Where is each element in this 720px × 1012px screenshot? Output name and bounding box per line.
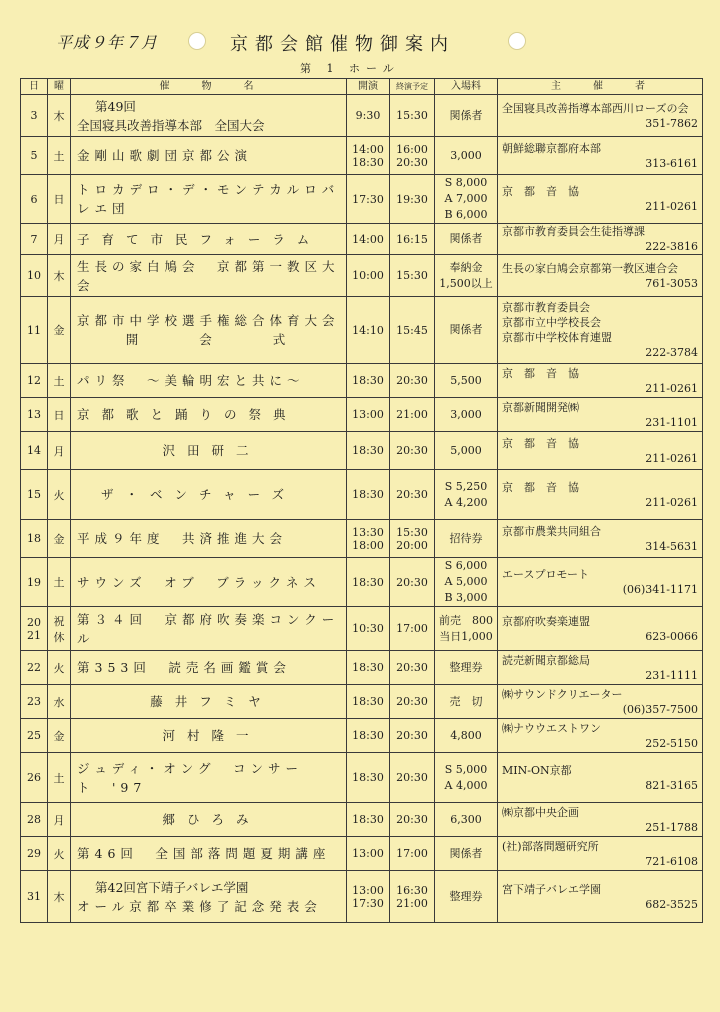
end-time-cell bbox=[390, 520, 435, 558]
fee-value: 奉納金 bbox=[449, 260, 483, 274]
organizer-cell bbox=[498, 255, 703, 297]
organizer-phone: 251-1788 bbox=[645, 820, 698, 834]
fee-cell bbox=[435, 432, 498, 470]
organizer-cell bbox=[498, 224, 703, 255]
organizer-name: 京都府吹奏楽連盟 bbox=[502, 614, 590, 628]
end-time-cell: 20:30 bbox=[390, 651, 435, 685]
organizer-name: 朝鮮総聯京都府本部 bbox=[502, 141, 601, 155]
event-cell bbox=[71, 224, 347, 255]
hall-label: 第 1 ホール bbox=[300, 62, 400, 75]
organizer-phone: 222-3784 bbox=[645, 346, 698, 359]
fee-cell bbox=[435, 398, 498, 432]
organizer-name: MIN-ON京都 bbox=[502, 763, 572, 777]
weekday-cell: 木 bbox=[48, 95, 71, 137]
organizer-name: エースプロモート bbox=[502, 568, 590, 581]
event-cell bbox=[71, 297, 347, 364]
organizer-phone: 721-6108 bbox=[645, 854, 698, 868]
event-title: オール京都卒業修了記念発表会 bbox=[77, 898, 322, 914]
weekday-cell: 火 bbox=[48, 651, 71, 685]
fee-cell bbox=[435, 470, 498, 520]
open-time-cell: 18:30 bbox=[347, 803, 390, 837]
event-cell bbox=[71, 95, 347, 137]
event-title: 京都市中学校選手権総合体育大会 bbox=[77, 313, 340, 328]
organizer-name: 京 都 音 協 bbox=[502, 480, 579, 494]
event-title: パリ祭 ～美輪明宏と共に～ bbox=[77, 373, 305, 388]
day-cell: 25 bbox=[21, 719, 48, 753]
day-cell: 10 bbox=[21, 255, 48, 297]
binder-hole-left bbox=[188, 32, 206, 50]
open-time-cell: 13:00 bbox=[347, 398, 390, 432]
end-time-cell: 15:30 bbox=[390, 95, 435, 137]
organizer-phone: 761-3053 bbox=[645, 276, 698, 290]
event-cell bbox=[71, 719, 347, 753]
fee-value: 前売 800 bbox=[439, 613, 493, 627]
end-time-cell: 20:30 bbox=[390, 685, 435, 719]
table-row bbox=[21, 364, 703, 398]
weekday-cell: 土 bbox=[48, 558, 71, 607]
event-title: 第42回宮下靖子バレエ学園 bbox=[95, 879, 249, 895]
event-title: 生長の家白鳩会 京都第一教区大会 bbox=[77, 258, 340, 293]
organizer-name: 京 都 音 協 bbox=[502, 185, 579, 198]
day-cell: 5 bbox=[21, 137, 48, 175]
col-weekday: 曜 bbox=[48, 79, 71, 95]
weekday-cell: 木 bbox=[48, 255, 71, 297]
organizer-cell bbox=[498, 607, 703, 651]
event-cell bbox=[71, 470, 347, 520]
day-cell: 3 bbox=[21, 95, 48, 137]
event-cell bbox=[71, 137, 347, 175]
organizer-cell bbox=[498, 719, 703, 753]
organizer-name: 京 都 音 協 bbox=[502, 366, 579, 380]
open-time-cell: 18:30 bbox=[347, 753, 390, 803]
fee-value: 招待券 bbox=[449, 531, 483, 545]
weekday-cell bbox=[48, 607, 71, 651]
organizer-cell bbox=[498, 685, 703, 719]
fee-cell bbox=[435, 837, 498, 871]
end-time-cell: 17:00 bbox=[390, 837, 435, 871]
fee-cell bbox=[435, 871, 498, 923]
fee-value: 6,300 bbox=[450, 812, 482, 826]
end-time-cell bbox=[390, 137, 435, 175]
end-time-cell: 16:15 bbox=[390, 224, 435, 255]
open-time-cell bbox=[347, 137, 390, 175]
organizer-cell bbox=[498, 364, 703, 398]
table-row bbox=[21, 398, 703, 432]
weekday-value: 祝 bbox=[53, 614, 65, 628]
event-cell bbox=[71, 803, 347, 837]
time-pair bbox=[347, 884, 389, 910]
open-time-cell: 9:30 bbox=[347, 95, 390, 137]
table-row bbox=[21, 175, 703, 224]
open-time-cell: 10:00 bbox=[347, 255, 390, 297]
weekday-cell: 火 bbox=[48, 470, 71, 520]
table-row bbox=[21, 719, 703, 753]
organizer-cell bbox=[498, 837, 703, 871]
event-title: 京都歌と踊りの祭典 bbox=[77, 407, 298, 422]
organizer-phone: 623-0066 bbox=[645, 629, 698, 643]
day-cell: 7 bbox=[21, 224, 48, 255]
organizer-cell bbox=[498, 95, 703, 137]
fee-value: A 5,000 bbox=[444, 575, 488, 588]
organizer-name: 京 都 音 協 bbox=[502, 436, 579, 450]
fee-value: S 8,000 bbox=[444, 176, 488, 189]
organizer-cell bbox=[498, 520, 703, 558]
event-cell bbox=[71, 520, 347, 558]
weekday-cell: 土 bbox=[48, 137, 71, 175]
organizer-phone: 351-7862 bbox=[645, 116, 698, 130]
organizer-phone: 231-1111 bbox=[645, 668, 698, 682]
weekday-cell: 月 bbox=[48, 224, 71, 255]
time-pair bbox=[390, 884, 434, 910]
fee-value: 整理券 bbox=[449, 889, 483, 903]
day-cell: 26 bbox=[21, 753, 48, 803]
organizer-cell bbox=[498, 558, 703, 607]
time-pair bbox=[347, 526, 389, 552]
end-time-cell: 20:30 bbox=[390, 719, 435, 753]
time-value: 17:30 bbox=[352, 896, 384, 910]
event-cell bbox=[71, 753, 347, 803]
organizer-cell bbox=[498, 803, 703, 837]
event-cell bbox=[71, 175, 347, 224]
organizer-name: ㈱ナウウエストワン bbox=[502, 721, 601, 735]
event-title: サウンズ オブ ブラックネス bbox=[77, 574, 321, 590]
col-day: 日 bbox=[21, 79, 48, 95]
organizer-name: 全国寝具改善指導本部西川ローズの会 bbox=[502, 101, 689, 115]
organizer-cell bbox=[498, 297, 703, 364]
table-row bbox=[21, 871, 703, 923]
organizer-name: 京都市農業共同組合 bbox=[502, 524, 601, 538]
day-cell: 19 bbox=[21, 558, 48, 607]
event-title: ザ・ベンチャーズ bbox=[101, 487, 297, 502]
organizer-name: 宮下靖子バレエ学園 bbox=[502, 882, 601, 896]
fee-value: 当日1,000 bbox=[439, 629, 493, 643]
open-time-cell: 14:00 bbox=[347, 224, 390, 255]
end-time-cell: 20:30 bbox=[390, 470, 435, 520]
fee-value: A 7,000 bbox=[444, 192, 488, 205]
event-title: 郷ひろみ bbox=[162, 812, 261, 827]
organizer-phone: 314-5631 bbox=[645, 539, 698, 553]
organizer-phone: 211-0261 bbox=[645, 495, 698, 509]
open-time-cell: 18:30 bbox=[347, 651, 390, 685]
page-title: 京都会館催物御案内 bbox=[230, 34, 455, 55]
event-cell bbox=[71, 837, 347, 871]
organizer-phone: 211-0261 bbox=[645, 200, 698, 213]
time-pair bbox=[390, 143, 434, 169]
organizer-cell bbox=[498, 470, 703, 520]
weekday-cell: 金 bbox=[48, 297, 71, 364]
fee-cell bbox=[435, 255, 498, 297]
day-cell: 15 bbox=[21, 470, 48, 520]
end-time-cell: 20:30 bbox=[390, 364, 435, 398]
weekday-cell: 火 bbox=[48, 837, 71, 871]
organizer-phone: 821-3165 bbox=[645, 778, 698, 792]
weekday-cell: 木 bbox=[48, 871, 71, 923]
fee-value: 3,000 bbox=[450, 407, 482, 421]
col-organizer: 主 催 者 bbox=[498, 79, 703, 95]
organizer-cell bbox=[498, 651, 703, 685]
fee-value: A 4,200 bbox=[444, 495, 488, 509]
event-title: 第46回 全国部落問題夏期講座 bbox=[77, 846, 331, 861]
open-time-cell: 18:30 bbox=[347, 558, 390, 607]
event-title: 河村隆一 bbox=[162, 728, 261, 743]
organizer-phone: 252-5150 bbox=[645, 736, 698, 750]
table-row bbox=[21, 651, 703, 685]
organizer-name: ㈱京都中央企画 bbox=[502, 805, 579, 819]
fee-value: 5,500 bbox=[450, 373, 482, 387]
end-time-cell bbox=[390, 871, 435, 923]
weekday-cell: 月 bbox=[48, 803, 71, 837]
open-time-cell: 18:30 bbox=[347, 470, 390, 520]
organizer-phone: 222-3816 bbox=[645, 240, 698, 253]
open-time-cell bbox=[347, 871, 390, 923]
organizer-name: ㈱サウンドクリエーター bbox=[502, 687, 623, 701]
weekday-cell: 日 bbox=[48, 398, 71, 432]
event-cell bbox=[71, 398, 347, 432]
time-value: 20:30 bbox=[396, 155, 428, 169]
fee-cell bbox=[435, 224, 498, 255]
time-value: 18:30 bbox=[352, 155, 384, 169]
organizer-name: 京都新聞開発㈱ bbox=[502, 400, 579, 414]
organizer-phone: 682-3525 bbox=[645, 897, 698, 911]
end-time-cell: 17:00 bbox=[390, 607, 435, 651]
weekday-value: 休 bbox=[53, 630, 65, 644]
organizer-cell bbox=[498, 398, 703, 432]
open-time-cell: 14:10 bbox=[347, 297, 390, 364]
event-cell bbox=[71, 364, 347, 398]
fee-value: 関係者 bbox=[449, 323, 483, 336]
fee-cell bbox=[435, 803, 498, 837]
fee-value: S 5,250 bbox=[444, 479, 488, 493]
organizer-phone: 211-0261 bbox=[645, 451, 698, 465]
col-event: 催 物 名 bbox=[71, 79, 347, 95]
fee-value: 3,000 bbox=[450, 148, 482, 162]
table-row bbox=[21, 558, 703, 607]
fee-value: S 6,000 bbox=[444, 559, 488, 572]
fee-cell bbox=[435, 95, 498, 137]
event-cell bbox=[71, 685, 347, 719]
table-row bbox=[21, 685, 703, 719]
fee-cell bbox=[435, 685, 498, 719]
event-title: 金剛山歌劇団京都公演 bbox=[77, 148, 253, 163]
time-value: 14:00 bbox=[352, 142, 384, 156]
table-row bbox=[21, 470, 703, 520]
open-time-cell: 18:30 bbox=[347, 719, 390, 753]
organizer-cell bbox=[498, 432, 703, 470]
event-title: 第353回 読売名画鑑賞会 bbox=[77, 660, 291, 675]
organizer-name: 京都市中学校体育連盟 bbox=[502, 331, 612, 344]
time-value: 20:00 bbox=[396, 538, 428, 552]
weekday-cell: 土 bbox=[48, 753, 71, 803]
table-row bbox=[21, 95, 703, 137]
weekday-cell: 日 bbox=[48, 175, 71, 224]
weekday-cell: 水 bbox=[48, 685, 71, 719]
day-cell: 29 bbox=[21, 837, 48, 871]
table-row bbox=[21, 224, 703, 255]
fee-value: 整理券 bbox=[449, 660, 483, 674]
event-title: 平成９年度 共済推進大会 bbox=[77, 531, 288, 546]
fee-value: B 6,000 bbox=[444, 208, 488, 221]
time-value: 15:30 bbox=[396, 525, 428, 539]
weekday-cell: 月 bbox=[48, 432, 71, 470]
fee-cell bbox=[435, 558, 498, 607]
organizer-cell bbox=[498, 137, 703, 175]
event-title: トロカデロ・デ・モンテカルロバレエ団 bbox=[77, 182, 340, 216]
table-row bbox=[21, 137, 703, 175]
organizer-name: 京都市教育委員会 bbox=[502, 301, 590, 314]
fee-cell bbox=[435, 175, 498, 224]
time-value: 16:00 bbox=[396, 142, 428, 156]
time-value: 13:30 bbox=[352, 525, 384, 539]
end-time-cell: 21:00 bbox=[390, 398, 435, 432]
table-header-row bbox=[21, 79, 703, 95]
organizer-cell bbox=[498, 871, 703, 923]
fee-cell bbox=[435, 137, 498, 175]
organizer-name: 読売新聞京都総局 bbox=[502, 653, 590, 667]
col-open: 開演 bbox=[347, 79, 390, 95]
fee-value: 売 切 bbox=[449, 694, 483, 708]
fee-value: 関係者 bbox=[449, 108, 483, 122]
fee-value: 関係者 bbox=[449, 846, 483, 860]
day-cell: 11 bbox=[21, 297, 48, 364]
day-value: 21 bbox=[27, 628, 41, 642]
table-row bbox=[21, 803, 703, 837]
time-pair bbox=[390, 526, 434, 552]
col-fee: 入場料 bbox=[435, 79, 498, 95]
col-end: 終演予定 bbox=[390, 79, 435, 95]
day-cell: 14 bbox=[21, 432, 48, 470]
end-time-cell: 20:30 bbox=[390, 803, 435, 837]
day-cell: 22 bbox=[21, 651, 48, 685]
table-row bbox=[21, 432, 703, 470]
time-value: 16:30 bbox=[396, 883, 428, 897]
end-time-cell: 15:45 bbox=[390, 297, 435, 364]
day-cell: 12 bbox=[21, 364, 48, 398]
day-cell: 6 bbox=[21, 175, 48, 224]
event-cell bbox=[71, 558, 347, 607]
organizer-phone: (06)357-7500 bbox=[622, 702, 698, 716]
time-value: 13:00 bbox=[352, 883, 384, 897]
day-cell bbox=[21, 607, 48, 651]
open-time-cell: 18:30 bbox=[347, 432, 390, 470]
open-time-cell: 13:00 bbox=[347, 837, 390, 871]
table-row bbox=[21, 255, 703, 297]
organizer-phone: 313-6161 bbox=[645, 156, 698, 170]
organizer-name: (社)部落問題研究所 bbox=[502, 839, 599, 853]
weekday-cell: 金 bbox=[48, 520, 71, 558]
event-title: 沢田研二 bbox=[162, 443, 261, 458]
day-cell: 13 bbox=[21, 398, 48, 432]
fee-value: 5,000 bbox=[450, 443, 482, 457]
fee-value: 関係者 bbox=[449, 232, 483, 245]
table-row bbox=[21, 520, 703, 558]
organizer-name: 生長の家白鳩会京都第一教区連合会 bbox=[502, 261, 678, 275]
event-cell bbox=[71, 607, 347, 651]
table-row bbox=[21, 753, 703, 803]
end-time-cell: 20:30 bbox=[390, 558, 435, 607]
open-time-cell: 10:30 bbox=[347, 607, 390, 651]
event-title: ジュディ・オング コンサート '97 bbox=[77, 760, 304, 795]
time-value: 21:00 bbox=[396, 896, 428, 910]
fee-value: 4,800 bbox=[450, 728, 482, 742]
open-time-cell bbox=[347, 520, 390, 558]
event-title: 藤井フミヤ bbox=[150, 694, 273, 709]
day-cell: 18 bbox=[21, 520, 48, 558]
event-title: 第３４回 京都府吹奏楽コンクール bbox=[77, 611, 340, 646]
day-cell: 23 bbox=[21, 685, 48, 719]
fee-cell bbox=[435, 297, 498, 364]
fee-value: S 5,000 bbox=[444, 762, 488, 776]
organizer-name: 京都市教育委員会生徒指導課 bbox=[502, 225, 645, 238]
weekday-cell: 土 bbox=[48, 364, 71, 398]
fee-value: B 3,000 bbox=[444, 591, 488, 604]
table-row bbox=[21, 837, 703, 871]
era-month: 平成９年７月 bbox=[56, 33, 159, 52]
fee-value: A 4,000 bbox=[444, 778, 488, 792]
time-pair bbox=[347, 143, 389, 169]
organizer-phone: 211-0261 bbox=[645, 381, 698, 395]
end-time-cell: 20:30 bbox=[390, 753, 435, 803]
fee-cell bbox=[435, 520, 498, 558]
schedule-table bbox=[20, 78, 703, 923]
end-time-cell: 15:30 bbox=[390, 255, 435, 297]
organizer-cell bbox=[498, 175, 703, 224]
event-title: 全国寝具改善指導本部 全国大会 bbox=[77, 117, 265, 133]
weekday-cell: 金 bbox=[48, 719, 71, 753]
day-cell: 28 bbox=[21, 803, 48, 837]
fee-value: 1,500以上 bbox=[439, 276, 493, 290]
organizer-name: 京都市立中学校長会 bbox=[502, 316, 601, 329]
event-cell bbox=[71, 255, 347, 297]
end-time-cell: 19:30 bbox=[390, 175, 435, 224]
event-cell bbox=[71, 871, 347, 923]
fee-cell bbox=[435, 364, 498, 398]
event-title: 第49回 bbox=[95, 98, 136, 114]
event-title: 開 会 式 bbox=[125, 332, 298, 347]
day-value: 20 bbox=[27, 615, 41, 629]
fee-cell bbox=[435, 607, 498, 651]
event-cell bbox=[71, 651, 347, 685]
open-time-cell: 18:30 bbox=[347, 364, 390, 398]
open-time-cell: 17:30 bbox=[347, 175, 390, 224]
open-time-cell: 18:30 bbox=[347, 685, 390, 719]
fee-cell bbox=[435, 719, 498, 753]
fee-cell bbox=[435, 651, 498, 685]
event-cell bbox=[71, 432, 347, 470]
organizer-phone: (06)341-1171 bbox=[622, 583, 698, 596]
event-title: 子育て市民フォーラム bbox=[77, 231, 322, 247]
organizer-cell bbox=[498, 753, 703, 803]
fee-cell bbox=[435, 753, 498, 803]
day-cell: 31 bbox=[21, 871, 48, 923]
organizer-phone: 231-1101 bbox=[645, 415, 698, 429]
time-value: 18:00 bbox=[352, 538, 384, 552]
table-row bbox=[21, 297, 703, 364]
end-time-cell: 20:30 bbox=[390, 432, 435, 470]
binder-hole-right bbox=[508, 32, 526, 50]
table-row bbox=[21, 607, 703, 651]
